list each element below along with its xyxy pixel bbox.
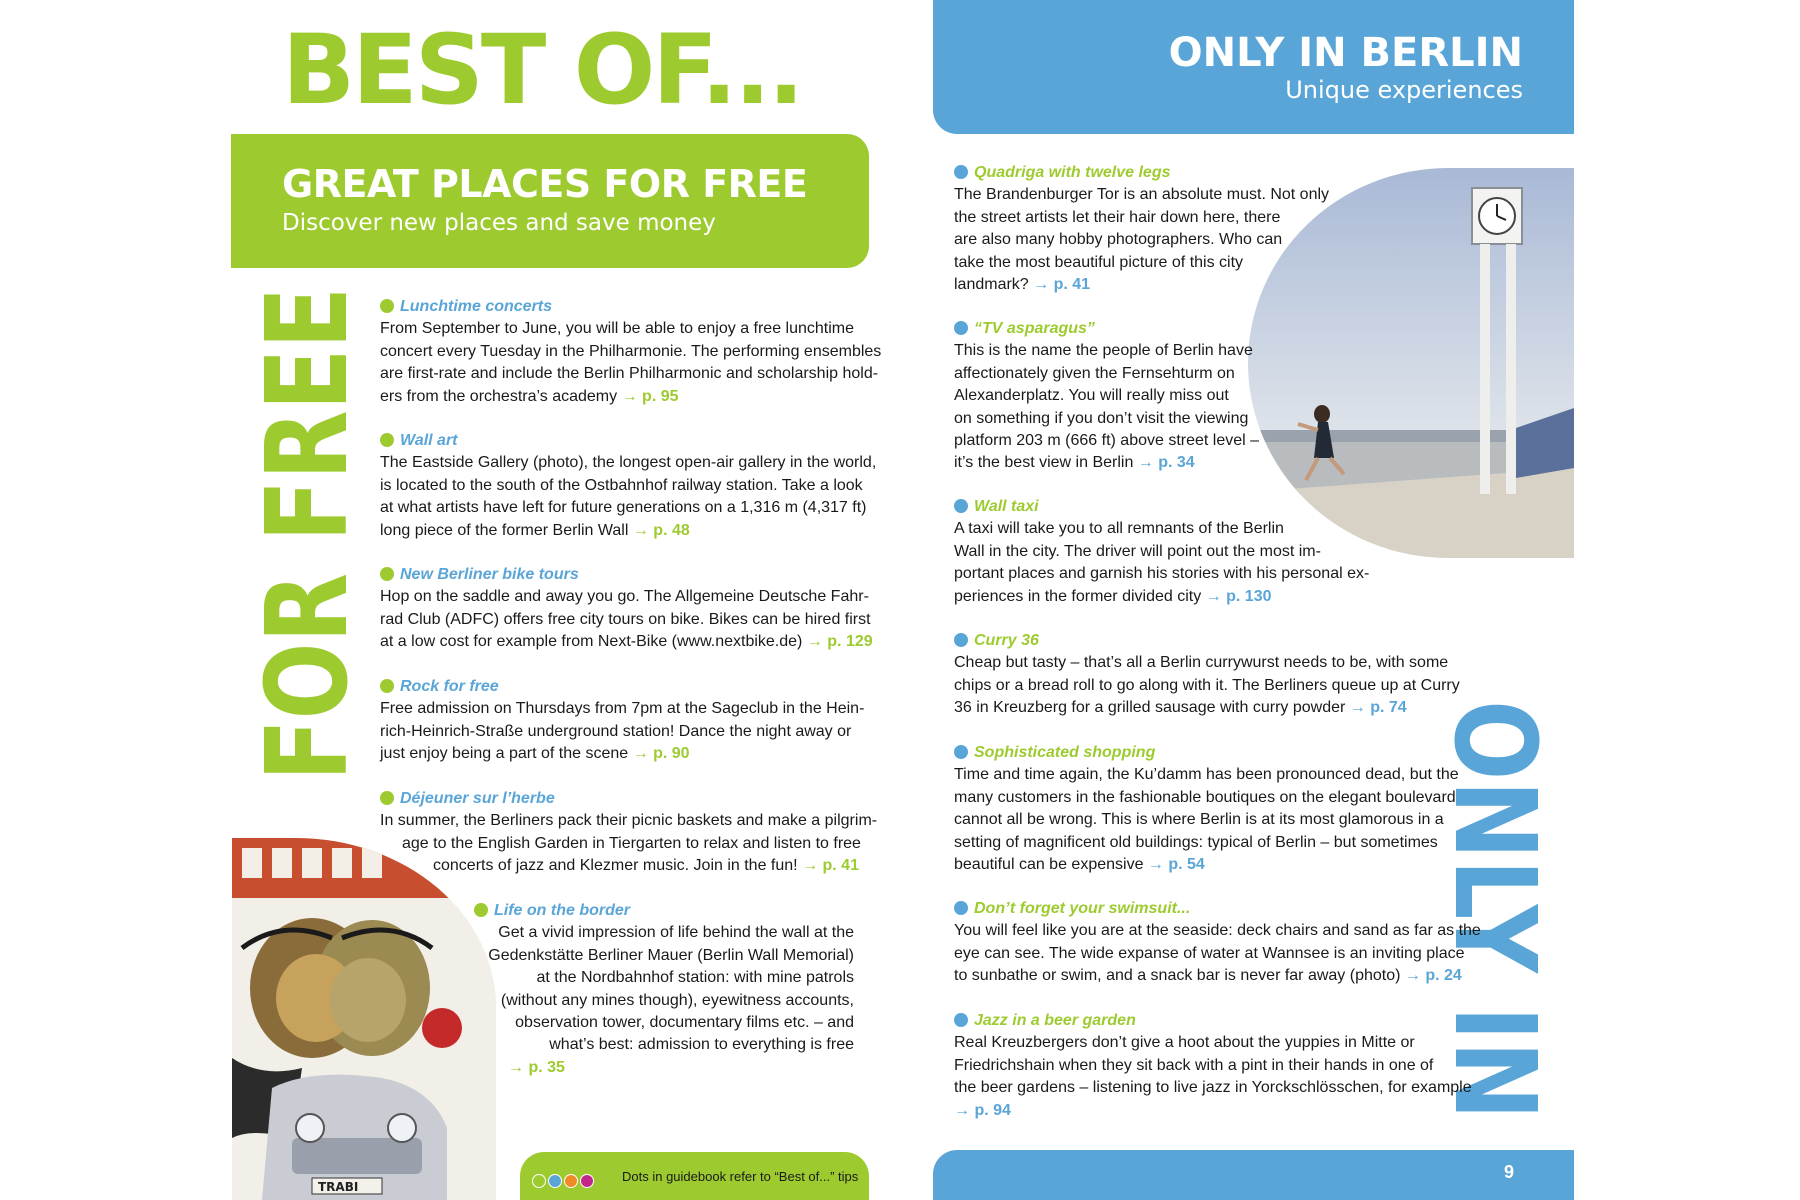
entry-life-on-border [474, 900, 854, 1079]
entry-title: Déjeuner sur l’herbe [380, 788, 854, 810]
bullet-dot-icon [954, 745, 968, 759]
green-dot-icon [532, 1174, 546, 1188]
page-ref-link[interactable]: → p. 129 [806, 633, 873, 651]
entry-title: Don’t forget your swimsuit... [954, 898, 1428, 920]
entry-lunchtime-concerts [380, 296, 882, 408]
entry-bike-tours [380, 564, 873, 654]
footer-note: Dots in guidebook refer to “Best of...” tips [622, 1169, 859, 1184]
entry-body: Get a vivid impression of life behind the wall at the Gedenkstätte Berliner Mauer (Berlin Wall Memorial) at the Nordbahnhof station: with mine patrols (without any mines though), eyewitness accounts, observation tower, documentary films etc. – and what’s best: admission to everything is free → p. 35 [488, 924, 854, 1076]
section-title-only-in-berlin: ONLY IN BERLIN [1168, 30, 1523, 76]
bullet-dot-icon [954, 321, 968, 335]
entry-title: Life on the border [474, 900, 854, 922]
page-ref-link[interactable]: → p. 41 [1033, 276, 1091, 294]
entry-body: The Eastside Gallery (photo), the longest open-air gallery in the world, is located to the south of the Ostbahnhof railway station. Take a look at what artists have left for future generations on a 1,316 m (4,317 ft) long piece of the former Berlin Wall → p. 48 [380, 454, 877, 539]
entry-title: “TV asparagus” [954, 318, 1254, 340]
entry-wall-art [380, 430, 877, 542]
page-ref-link[interactable]: → p. 95 [621, 387, 679, 405]
entry-jazz-beer-garden [954, 1010, 1472, 1122]
entry-body: From September to June, you will be able to enjoy a free lunchtime concert every Tuesday in the Philharmonie. The performing ensembles are first-rate and include the Berlin Philharmonic and scholarship hold- ers from the orchestra’s academy → p. 95 [380, 320, 882, 405]
eastside-gallery-photo [232, 838, 496, 1200]
entry-title: Wall art [380, 430, 854, 452]
svg-text:TRABI: TRABI [318, 1180, 359, 1194]
page-number: 9 [1504, 1162, 1515, 1182]
vertical-label-svg [1440, 700, 1556, 1120]
entry-body: You will feel like you are at the seaside: deck chairs and sand as far as the eye can see. The wide expanse of water at Wannsee is an inviting place to sunbathe or swim, and a snack bar is never far away (photo) → p. 24 [954, 922, 1481, 985]
entry-title: Jazz in a beer garden [954, 1010, 1428, 1032]
blue-dot-icon [548, 1174, 562, 1188]
entry-tv-asparagus [954, 318, 1260, 475]
entry-title: New Berliner bike tours [380, 564, 854, 586]
bullet-dot-icon [474, 903, 488, 917]
entry-body: Time and time again, the Ku’damm has been pronounced dead, but the many customers in the fashionable boutiques on the elegant boulevard cannot all be wrong. This is where Berlin is at its most glamorous in a setting of magnificent old buildings: typical of Berlin – but sometimes beautiful can be expensive → p. 54 [954, 766, 1459, 874]
entry-sophisticated-shopping [954, 742, 1459, 876]
vertical-label-svg [246, 287, 362, 781]
mural-illustration [232, 838, 496, 1200]
entry-body: A taxi will take you to all remnants of the Berlin Wall in the city. The driver will point out the most im- portant places and garnish his stories with his personal ex- periences in the former divided city → p. 130 [954, 520, 1370, 605]
entry-body: Cheap but tasty – that’s all a Berlin currywurst needs to be, with some chips or a bread roll to go along with it. The Berliners queue up at Curry 36 in Kreuzberg for a grilled sausage with curry powder → p. 74 [954, 654, 1460, 717]
vertical-label-text: ONLY [1440, 700, 1556, 1024]
entry-curry-36 [954, 630, 1460, 720]
page-ref-link[interactable]: → p. 74 [1349, 699, 1407, 717]
entry-quadriga [954, 162, 1330, 296]
bullet-dot-icon [380, 433, 394, 447]
entry-title: Wall taxi [954, 496, 1374, 518]
entry-title: Rock for free [380, 676, 854, 698]
entry-title: Lunchtime concerts [380, 296, 854, 318]
entry-body: In summer, the Berliners pack their picnic baskets and make a pilgrim- age to the English Garden in Tiergarten to relax and listen to free concerts of jazz and Klezmer music. Join in the fun! → p. 41 [380, 812, 878, 875]
section-subtitle-free: Discover new places and save money [282, 210, 716, 236]
entry-swimsuit [954, 898, 1481, 988]
bullet-dot-icon [954, 499, 968, 513]
entry-wall-taxi [954, 496, 1374, 608]
page-ref-link[interactable]: → p. 94 [954, 1101, 1011, 1119]
page-title-best-of: BEST OF... [282, 14, 802, 126]
page-ref-link[interactable]: → p. 34 [1137, 454, 1195, 472]
bullet-dot-icon [954, 165, 968, 179]
bullet-dot-icon [954, 901, 968, 915]
page-ref-link[interactable]: → p. 48 [632, 521, 690, 539]
entry-body: Hop on the saddle and away you go. The Allgemeine Deutsche Fahr- rad Club (ADFC) offers free city tours on bike. Bikes can be hired first at a low cost for example from Next-Bike (www.nextbike.de) → p. 129 [380, 588, 873, 651]
vertical-label-for-free [246, 287, 362, 781]
page-ref-link[interactable]: → p. 54 [1147, 856, 1205, 874]
entry-body: The Brandenburger Tor is an absolute must. Not only the street artists let their hair down here, there are also many hobby photographers. Who can take the most beautiful picture of this city landmark? → p. 41 [954, 186, 1330, 294]
entry-dejeuner [380, 788, 878, 878]
bullet-dot-icon [380, 567, 394, 581]
vertical-label-only-in [1440, 700, 1556, 1120]
page-ref-link[interactable]: → p. 90 [632, 745, 690, 763]
page-ref-link[interactable]: → p. 24 [1404, 967, 1462, 985]
orange-dot-icon [564, 1174, 578, 1188]
section-subtitle-unique: Unique experiences [1285, 76, 1523, 104]
page-ref-link[interactable]: → p. 35 [508, 1058, 565, 1076]
page-ref-link[interactable]: → p. 130 [1205, 587, 1272, 605]
entry-title: Curry 36 [954, 630, 1428, 652]
bullet-dot-icon [954, 1013, 968, 1027]
entry-body: This is the name the people of Berlin have affectionately given the Fernsehturm on Alexanderplatz. You will really miss out on something if you don’t visit the viewing platform 203 m (666 ft) above street level – it’s the best view in Berlin → p. 34 [954, 342, 1260, 472]
entry-title: Sophisticated shopping [954, 742, 1428, 764]
vertical-label-text: FOR FR [246, 321, 362, 781]
entry-body: Real Kreuzbergers don’t give a hoot about the yuppies in Mitte or Friedrichshain when they sit back with a pint in their hands in one of the beer gardens – listening to live jazz in Yorckschlösschen, for example → p. 94 [954, 1034, 1472, 1119]
page-ref-link[interactable]: → p. 41 [802, 857, 859, 875]
entry-body: Free admission on Thursdays from 7pm at the Sageclub in the Hein- rich-Heinrich-Straße underground station! Dance the night away or just enjoy being a part of the scene → p. 90 [380, 700, 865, 763]
bullet-dot-icon [380, 299, 394, 313]
footer-band-right [933, 1150, 1574, 1200]
entry-rock-for-free [380, 676, 865, 766]
bullet-dot-icon [380, 791, 394, 805]
entry-title: Quadriga with twelve legs [954, 162, 1314, 184]
legend-dots [532, 1170, 596, 1189]
bullet-dot-icon [954, 633, 968, 647]
magenta-dot-icon [580, 1174, 594, 1188]
bullet-dot-icon [380, 679, 394, 693]
section-title-free: GREAT PLACES FOR FREE [282, 162, 808, 206]
